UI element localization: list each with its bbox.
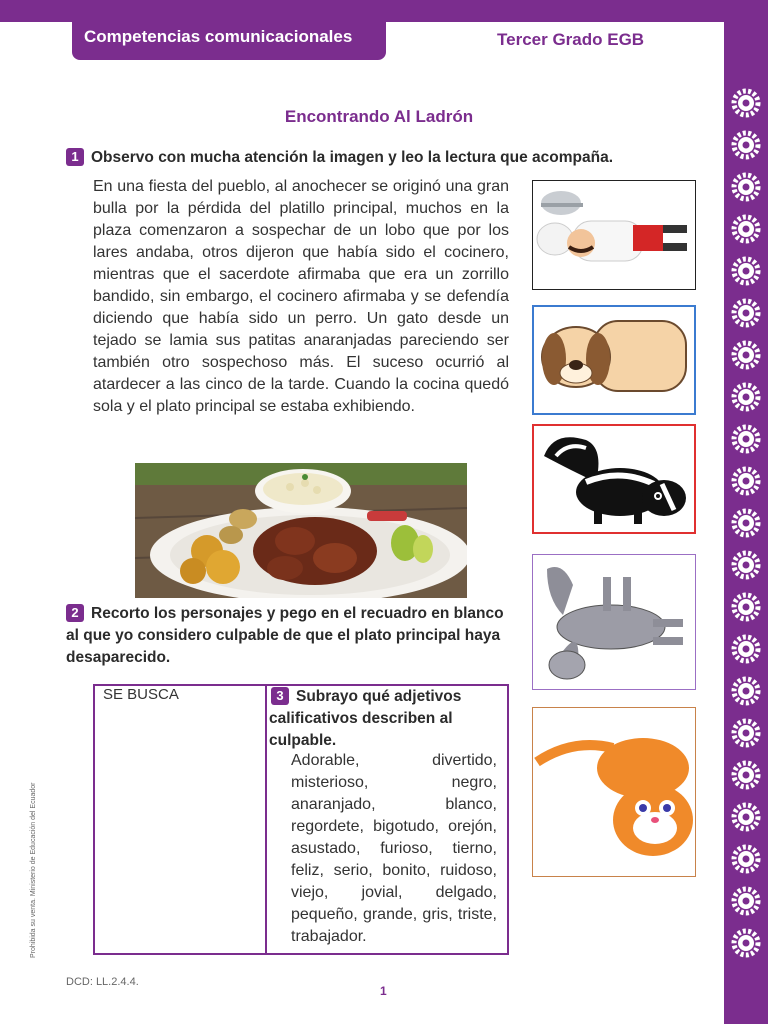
character-zorrillo[interactable] xyxy=(532,424,696,534)
character-cocinero[interactable] xyxy=(532,180,696,290)
gear-icon xyxy=(729,548,763,582)
sidebar-gears xyxy=(724,0,768,1024)
gear-icon xyxy=(729,422,763,456)
activity-2-text: Recorto los personajes y pego en el recuadro en blanco al que yo considero culpable de que el plato principal haya desaparecido. xyxy=(66,605,504,666)
wanted-box[interactable] xyxy=(93,684,509,955)
activity-3-badge: 3 xyxy=(271,687,289,705)
gear-icon xyxy=(729,590,763,624)
gear-icon xyxy=(729,884,763,918)
gear-icon xyxy=(729,380,763,414)
character-lobo[interactable] xyxy=(532,554,696,690)
food-photo xyxy=(135,463,467,598)
gear-icon xyxy=(729,338,763,372)
activity-1-text: Observo con mucha atención la imagen y leo la lectura que acompaña. xyxy=(91,149,613,166)
wanted-label: SE BUSCA xyxy=(103,686,179,703)
gear-icon xyxy=(729,926,763,960)
wanted-divider xyxy=(265,686,267,953)
page-title: Encontrando Al Ladrón xyxy=(284,107,474,126)
gear-icon xyxy=(729,170,763,204)
gear-icon xyxy=(729,632,763,666)
adjective-list: Adorable, divertido, misterioso, negro, anaranjado, blanco, regordete, bigotudo, orejón, asustado, furioso, tierno, feliz, serio, bonito, ruidoso, viejo, jovial, delgado, pequeño, grande, gris, triste, trabajador. xyxy=(291,752,497,945)
gear-icon xyxy=(729,254,763,288)
gear-icon xyxy=(729,212,763,246)
activity-2-instruction xyxy=(66,603,510,669)
gear-icon xyxy=(729,506,763,540)
side-note: Prohibida su venta. Ministerio de Educación del Ecuador xyxy=(30,782,37,958)
section-tab: Competencias comunicacionales xyxy=(72,18,386,60)
activity-3-instruction xyxy=(269,686,511,752)
gear-icon xyxy=(729,842,763,876)
dcd-code: DCD: LL.2.4.4. xyxy=(66,976,139,988)
gear-icon xyxy=(729,128,763,162)
gear-icon xyxy=(729,716,763,750)
gear-icon xyxy=(729,758,763,792)
grade-label: Tercer Grado EGB xyxy=(497,30,645,49)
activity-1-badge: 1 xyxy=(66,148,84,166)
activity-2-badge: 2 xyxy=(66,604,84,622)
gear-icon xyxy=(729,800,763,834)
page-number: 1 xyxy=(380,984,387,998)
reading-passage: En una fiesta del pueblo, al anochecer se originó una gran bulla por la pérdida del platillo principal, muchos en la plaza comenzaron a sospechar de un lobo que por los lares andaba, otros dijeron que había sido el cocinero, mientras que el sacerdote afirmaba que era un zorrillo bandido, sin embargo, el cocinero afirmaba y se defendía diciendo que había sido un perro. Un gato desde un tejado se lamia sus patitas anaranjadas pareciendo ser también otro sospechoso más. El suceso ocurrió al atardecer a las cinco de la tarde. Cuando la cocina quedó sola y el plato principal se estaba exhibiendo. xyxy=(93,178,509,415)
gear-icon xyxy=(729,674,763,708)
activity-1-instruction xyxy=(66,147,706,169)
character-gato[interactable] xyxy=(532,707,696,877)
activity-3-text: Subrayo qué adjetivos calificativos describen al culpable. xyxy=(269,688,462,749)
character-perro[interactable] xyxy=(532,305,696,415)
gear-icon xyxy=(729,296,763,330)
gear-icon xyxy=(729,464,763,498)
